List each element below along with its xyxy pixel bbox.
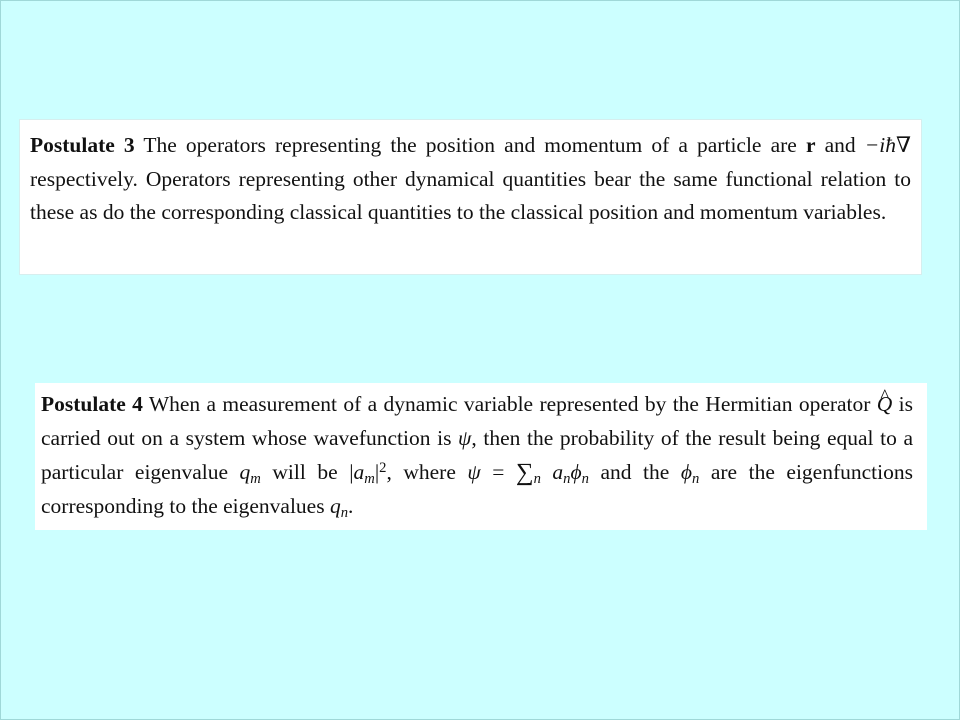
- postulate-4-text-part: , then the probability of the result being equal to a particular eigenvalue: [41, 425, 913, 484]
- abs-bar-close: |: [374, 460, 380, 484]
- postulate-3-box: [19, 119, 922, 275]
- subscript-m: m: [364, 471, 375, 488]
- eigenvalue-q-symbol: q: [239, 460, 251, 484]
- subscript-n: n: [691, 471, 700, 488]
- postulate-4-text: [41, 388, 913, 523]
- postulate-3-text-part: The operators representing the position and momentum of a particle are: [134, 133, 806, 157]
- subscript-n: n: [563, 471, 571, 488]
- postulate-4-text-part: and the: [588, 460, 681, 484]
- postulate-4-box: [35, 383, 927, 530]
- postulate-4-text-part: will be: [260, 460, 350, 484]
- subscript-n: n: [533, 471, 541, 488]
- postulate-4-text-part: , where: [386, 460, 468, 484]
- postulate-3-label: Postulate 3: [30, 133, 135, 157]
- postulate-3-text-part: and: [815, 133, 865, 157]
- eigenfunction-phi-symbol: ϕ: [570, 460, 582, 484]
- postulate-4-text-part: When a measurement of a dynamic variable represented by the Hermitian operator: [142, 392, 877, 416]
- period: .: [348, 493, 354, 518]
- postulate-4-text-part: are the eigenfunctions corresponding to the eigenvalues: [41, 460, 913, 518]
- operator-q-hat-symbol: ^ Q: [877, 388, 893, 422]
- coefficient-a-symbol: a: [540, 460, 564, 484]
- postulate-4-label: Postulate 4: [41, 392, 143, 416]
- position-operator-symbol: r: [805, 133, 816, 157]
- summation-symbol: ∑: [515, 459, 534, 487]
- abs-bar-open: |: [349, 460, 354, 484]
- coefficient-a-symbol: a: [353, 460, 365, 484]
- momentum-operator-symbol: −iħ∇: [864, 133, 912, 157]
- wavefunction-symbol: ψ: [458, 425, 472, 450]
- subscript-n: n: [581, 471, 589, 488]
- eigenfunction-phi-symbol: ϕ: [680, 460, 692, 484]
- postulate-3-text: [30, 129, 911, 230]
- wavefunction-symbol: ψ: [467, 460, 481, 484]
- postulate-4-text-part: is carried out on a system whose wavefunction is: [41, 392, 914, 450]
- superscript-2: 2: [379, 459, 387, 476]
- equals-sign: =: [480, 460, 516, 484]
- subscript-n: n: [340, 504, 349, 521]
- postulate-3-text-part: respectively. Operators representing other dynamical quantities bear the same functional relation to these as do the corresponding classical quantities to the classical position and momentum variables.: [30, 166, 911, 224]
- eigenvalue-q-symbol: q: [329, 493, 341, 518]
- subscript-m: m: [250, 471, 261, 488]
